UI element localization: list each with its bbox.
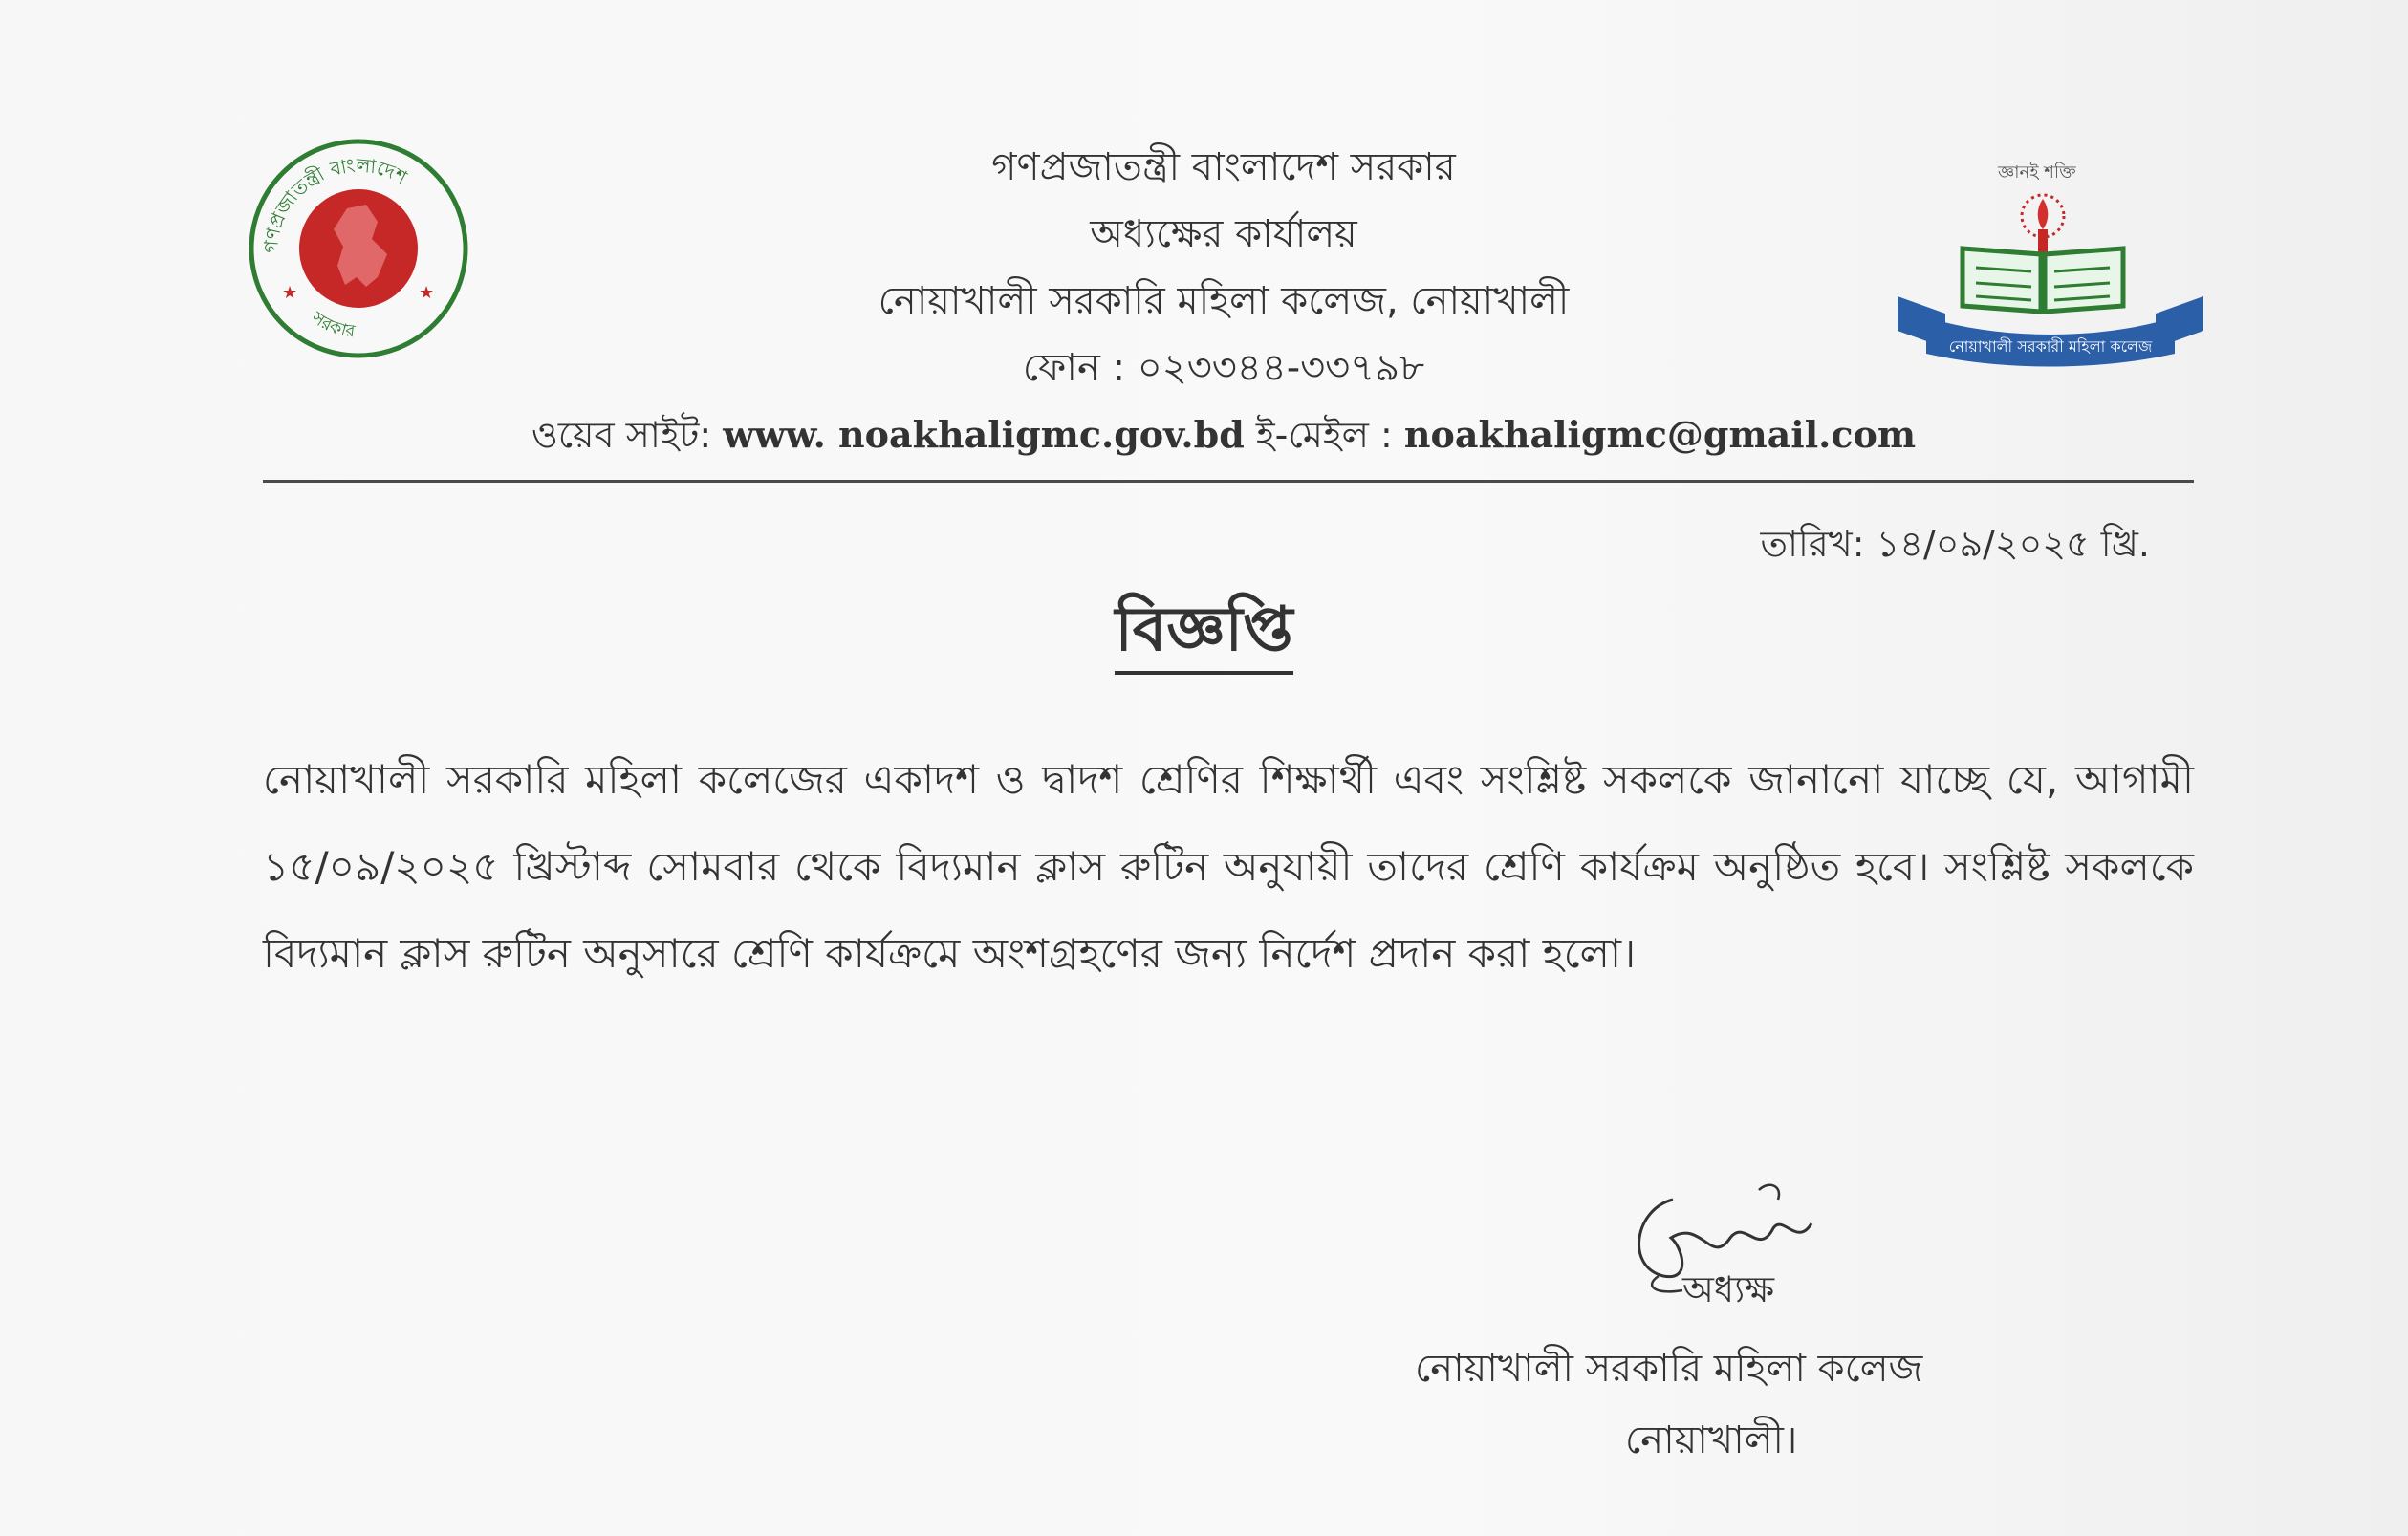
contact-line	[478, 401, 1969, 468]
logo-banner-text: নোয়াখালী সরকারী মহিলা কলেজ	[1948, 337, 2153, 356]
website-link[interactable]: www. noakhaligmc.gov.bd	[723, 413, 1245, 456]
svg-text:সরকার	[307, 307, 357, 341]
government-seal-icon	[244, 134, 473, 363]
signatory-city: নোয়াখালী।	[1625, 1418, 1798, 1462]
logo-motto: জ্ঞানই শক্তি	[1998, 162, 2076, 183]
notice-title-text: বিজ্ঞপ্তি	[1115, 595, 1292, 675]
notice-title	[0, 583, 2408, 685]
signatory-institution: নোয়াখালী সরকারি মহিলা কলেজ	[1415, 1347, 1923, 1391]
notice-body: নোয়াখালী সরকারি মহিলা কলেজের একাদশ ও দ্বাদশ শ্রেণির শিক্ষার্থী এবং সংশ্লিষ্ট সকলকে জানানো যাচ্ছে যে, আগামী ১৫/০৯/২০২৫ খ্রিস্টাব্দ সোমবার থেকে বিদ্যমান ক্লাস রুটিন অনুযায়ী তাদের শ্রেণি কার্যক্রম অনুষ্ঠিত হবে। সংশ্লিষ্ট সকলকে বিদ্যমান ক্লাস রুটিন অনুসারে শ্রেণি কার্যক্রমে অংশগ্রহণের জন্য নির্দেশ প্রদান করা হলো।	[263, 756, 2194, 977]
seal-bottom-text: সরকার	[307, 307, 357, 342]
svg-text:★: ★	[282, 283, 298, 303]
signatory-title: অধ্যক্ষ	[1682, 1268, 1775, 1310]
svg-text:★: ★	[419, 283, 435, 303]
email-link[interactable]: noakhaligmc@gmail.com	[1403, 413, 1917, 456]
government-name: গণপ্রজাতন্ত্রী বাংলাদেশ সরকার	[991, 145, 1456, 189]
letterhead	[478, 134, 1969, 468]
seal-top-text: গণপ্রজাতন্ত্রী বাংলাদেশ	[258, 153, 411, 254]
college-logo-icon	[1888, 143, 2213, 373]
office-name: অধ্যক্ষের কার্যালয়	[1090, 212, 1357, 256]
header-divider	[263, 480, 2194, 483]
email-label: ই-মেইল :	[1255, 414, 1393, 456]
website-label: ওয়েব সাইট:	[531, 414, 712, 456]
notice-date: তারিখ: ১৪/০৯/২০২৫ খ্রি.	[1760, 523, 2150, 565]
phone-number: ফোন : ০২৩৩৪৪-৩৩৭৯৮	[1022, 346, 1425, 390]
institution-name: নোয়াখালী সরকারি মহিলা কলেজ, নোয়াখালী	[878, 279, 1570, 323]
